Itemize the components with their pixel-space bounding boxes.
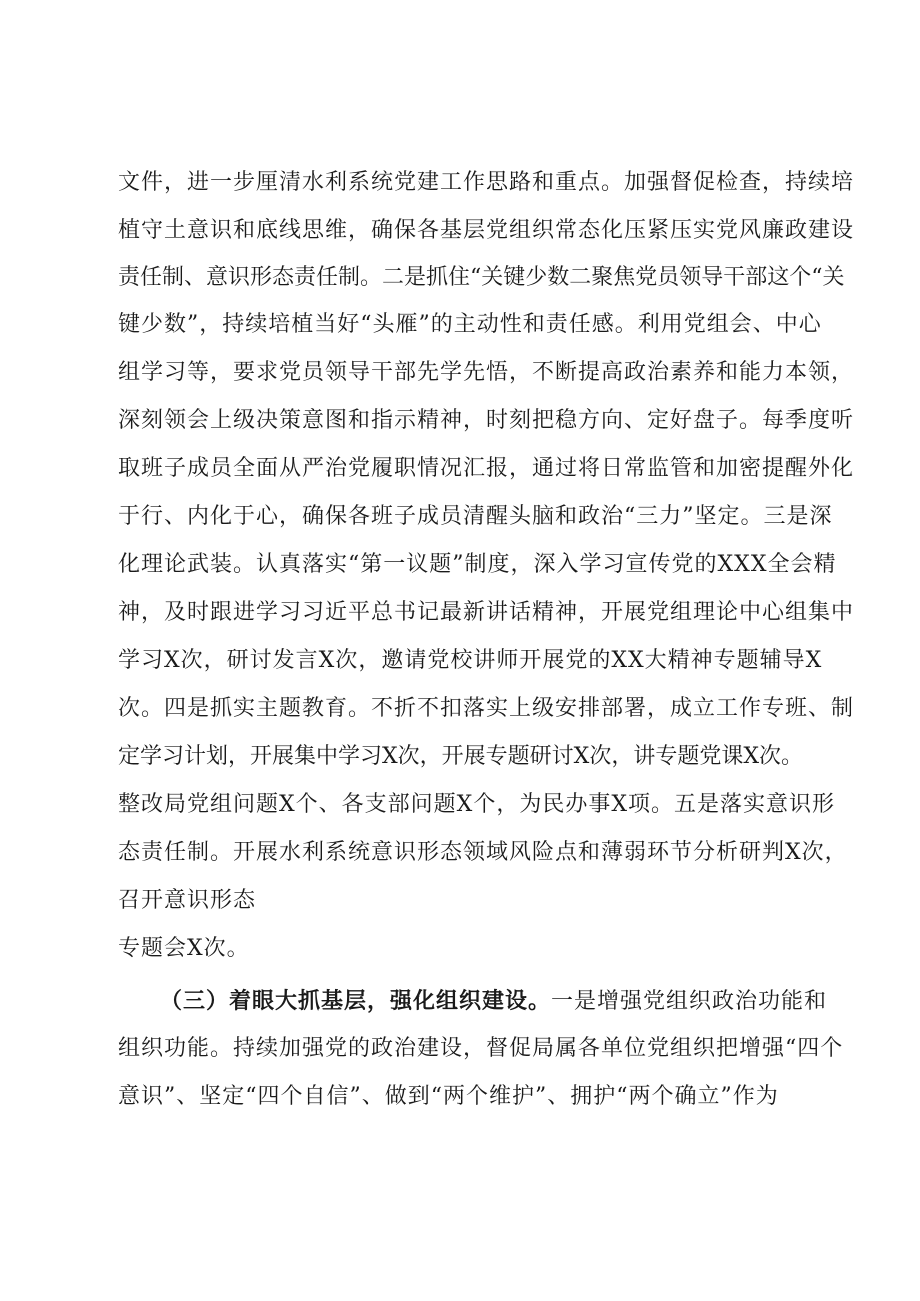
body-line: 深刻领会上级决策意图和指示精神，时刻把稳方向、定好盘子。每季度听 — [118, 408, 855, 433]
body-line: 组织功能。持续加强党的政治建设，督促局属各单位党组织把增强“四个 — [118, 1036, 844, 1061]
section-3-heading: （三）着眼大抓基层，强化组织建设。 — [160, 988, 552, 1014]
body-line: 次。四是抓实主题教育。不折不扣落实上级安排部署，成立工作专班、制 — [118, 696, 855, 721]
body-line: 植守土意识和底线思维，确保各基层党组织常态化压紧压实党风廉政建设 — [118, 218, 855, 243]
body-line: 组学习等，要求党员领导干部先学先悟，不断提高政治素养和能力本领， — [118, 360, 855, 385]
body-line: 定学习计划，开展集中学习X次，开展专题研讨X次，讲专题党课X次。 — [118, 744, 803, 769]
body-line: 化理论武装。认真落实“第一议题”制度，深入学习宣传党的XXX全会精 — [118, 552, 837, 577]
body-line: 态责任制。开展水利系统意识形态领域风险点和薄弱环节分析研判X次， — [118, 840, 848, 865]
body-line: 于行、内化于心，确保各班子成员清醒头脑和政治“三力”坚定。三是深 — [118, 504, 833, 529]
body-line: 取班子成员全面从严治党履职情况汇报，通过将日常监管和加密提醒外化 — [118, 456, 855, 481]
section-3-text: 一是增强党组织政治功能和 — [551, 989, 828, 1014]
body-line: 整改局党组问题X个、各支部问题X个，为民办事X项。五是落实意识形 — [118, 792, 835, 817]
body-line: 召开意识形态 — [118, 888, 257, 913]
section-3-paragraph-start — [160, 986, 827, 1017]
body-line: 专题会X次。 — [118, 936, 250, 961]
body-line: 文件，进一步厘清水利系统党建工作思路和重点。加强督促检查，持续培 — [118, 170, 855, 195]
body-line: 责任制、意识形态责任制。二是抓住“关键少数二聚焦党员领导干部这个“关 — [118, 265, 845, 290]
body-line: 神，及时跟进学习习近平总书记最新讲话精神，开展党组理论中心组集中 — [118, 600, 855, 625]
body-line: 意识”、坚定“四个自信”、做到“两个维护”、拥护“两个确立”作为 — [118, 1084, 779, 1109]
body-line: 键少数”，持续培植当好“头雁”的主动性和责任感。利用党组会、中心 — [118, 312, 822, 337]
body-line: 学习X次，研讨发言X次，邀请党校讲师开展党的XX大精神专题辅导X — [118, 648, 823, 673]
